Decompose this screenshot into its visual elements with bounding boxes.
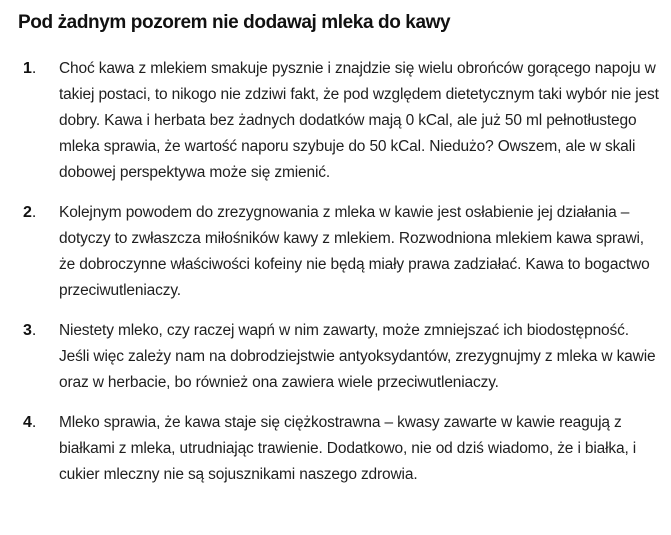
list-item-number-dot: . [31, 60, 37, 77]
list-item-number [18, 318, 59, 344]
list-item-number-dot: . [31, 204, 37, 221]
article-title: Pod żadnym pozorem nie dodawaj mleka do kawy [18, 12, 451, 33]
list-item-text: Choć kawa z mlekiem smakuje pysznie i znajdzie się wielu obrońców gorącego napoju w takiej postaci, to nikogo nie zdziwi fakt, że pod względem dietetycznym taki wybór nie jest dobry. Kawa i herbata bez żadnych dodatków mają 0 kCal, ale już 50 ml pełnotłustego mleka sprawia, że wartość naporu szybuje do 50 kCal. Niedużo? Owszem, ale w skali dobowej perspektywa może się zmienić. [59, 60, 659, 181]
list-item-number-dot: . [31, 414, 37, 431]
list-item-text: Niestety mleko, czy raczej wapń w nim zawarty, może zmniejszać ich biodostępność. Jeśli więc zależy nam na dobrodziejstwie antyoksydantów, zrezygnujmy z mleka w kawie oraz w herbacie, bo również ona zawiera wiele przeciwutleniaczy. [59, 322, 656, 391]
list-item-number [18, 410, 59, 436]
list-item-number [18, 200, 59, 226]
numbered-list [18, 56, 663, 488]
list-item-text: Mleko sprawia, że kawa staje się ciężkostrawna – kwasy zawarte w kawie reagują z białkami z mleka, utrudniając trawienie. Dodatkowo, nie od dziś wiadomo, że i białka, i cukier mleczny nie są sojusznikami naszego zdrowia. [59, 414, 637, 483]
list-item [18, 318, 663, 396]
list-item [18, 56, 663, 186]
list-item [18, 410, 663, 488]
list-item-number-value: 1 [23, 60, 32, 77]
list-item-number-value: 2 [23, 204, 32, 221]
list-item-number-dot: . [31, 322, 37, 339]
list-item-number-value: 3 [23, 322, 32, 339]
list-item-number [18, 56, 59, 82]
list-item-text: Kolejnym powodem do zrezygnowania z mleka w kawie jest osłabienie jej działania – dotyczy to zwłaszcza miłośników kawy z mlekiem. Rozwodniona mlekiem kawa sprawi, że dobroczynne właściwości kofeiny nie będą miały prawa zadziałać. Kawa to bogactwo przeciwutleniaczy. [59, 204, 650, 299]
list-item [18, 200, 663, 304]
list-item-number-value: 4 [23, 414, 32, 431]
